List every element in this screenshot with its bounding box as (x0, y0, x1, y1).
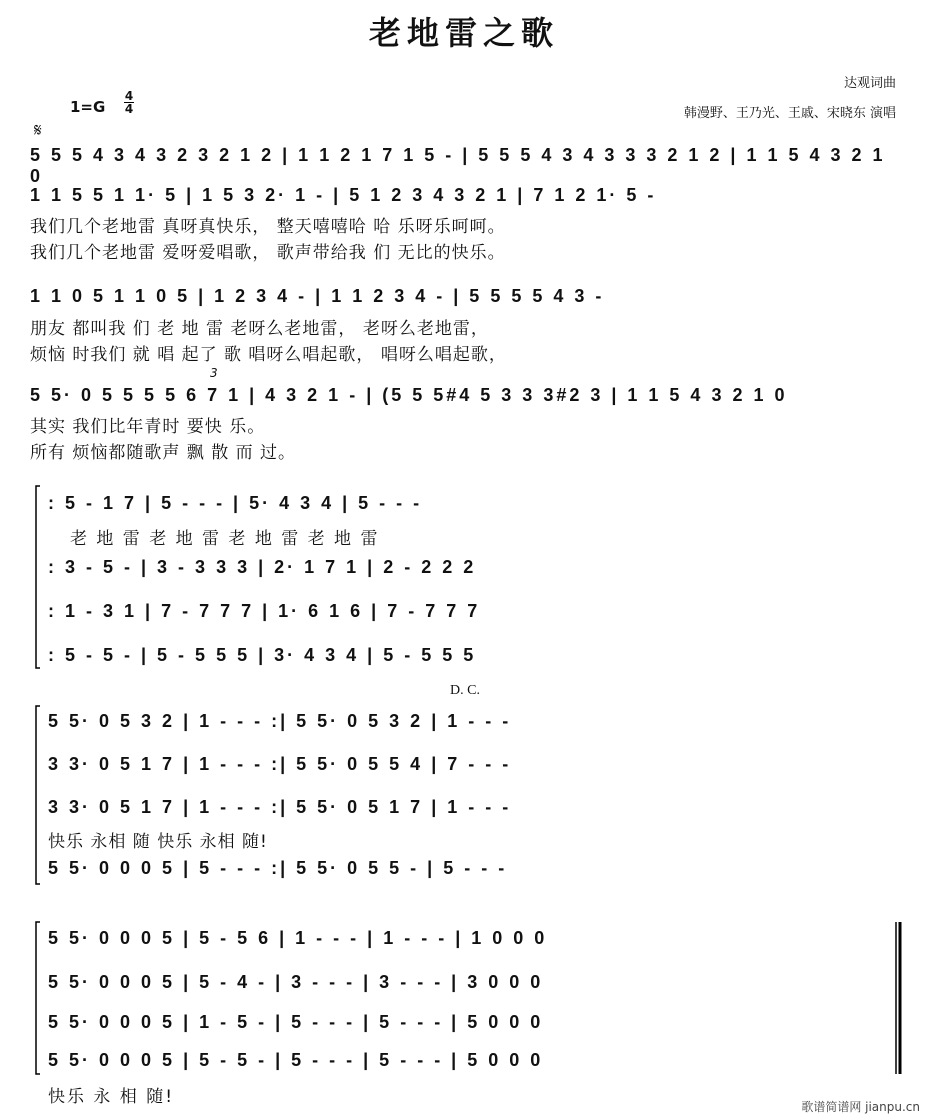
chorus1-bracket (36, 486, 40, 668)
time-signature-top: 4 (124, 89, 134, 103)
system3-lyrics-verse1: 其实 我们比年青时 要快 乐。 (30, 417, 266, 437)
system1-melody: 1 1 5 5 1 1· 5 | 1 5 3 2· 1 - | 5 1 2 3 4 3 2 1 | 7 1 2 1· 5 - (30, 185, 657, 205)
chorus1-voice4: : 5 - 5 - | 5 - 5 5 5 | 3· 4 3 4 | 5 - 5 5 5 (48, 645, 477, 665)
system2-lyrics-verse2: 烦恼 时我们 就 唱 起了 歌 唱呀么唱起歌， 唱呀么唱起歌， (30, 345, 507, 365)
chorus2-voice2: 3 3· 0 5 1 7 | 1 - - - :| 5 5· 0 5 5 4 | 7 - - - (48, 754, 512, 774)
key-signature: 1=G (70, 98, 106, 116)
system3-melody: 5 5· 0 5 5 5 5 6 7 1 | 4 3 2 1 - | (5 5 5#4 5 3 3 3#2 3 | 1 1 5 4 3 2 1 0 (30, 385, 788, 405)
system1-lyrics-verse1: 我们几个老地雷 真呀真快乐， 整天嘻嘻哈 哈 乐呀乐呵呵。 (30, 217, 506, 237)
chorus2-voice1: 5 5· 0 5 3 2 | 1 - - - :| 5 5· 0 5 3 2 | 1 - - - (48, 711, 512, 731)
performers-credit: 韩漫野、王乃光、王戚、宋晓东 演唱 (683, 106, 896, 121)
da-capo-mark: D. C. (450, 683, 480, 698)
system3-lyrics-verse2: 所有 烦恼都随歌声 飘 散 而 过。 (30, 443, 297, 463)
chorus2-voice3: 3 3· 0 5 1 7 | 1 - - - :| 5 5· 0 5 1 7 | 1 - - - (48, 797, 512, 817)
chorus1-voice1: : 5 - 1 7 | 5 - - - | 5· 4 3 4 | 5 - - - (48, 493, 423, 513)
song-title: 老地雷之歌 (368, 14, 559, 52)
chorus3-voice2: 5 5· 0 0 0 5 | 5 - 4 - | 3 - - - | 3 - - - | 3 0 0 0 (48, 972, 544, 992)
composer-credit: 达观词曲 (843, 76, 896, 91)
chorus1-lyrics: 老 地 雷 老 地 雷 老 地 雷 老 地 雷 (70, 529, 380, 549)
chorus1-voice3: : 1 - 3 1 | 7 - 7 7 7 | 1· 6 1 6 | 7 - 7 7 7 (48, 601, 481, 621)
chorus3-bracket (36, 922, 40, 1074)
time-signature-bottom: 4 (124, 102, 134, 116)
chorus2-bracket (36, 706, 40, 884)
site-watermark: 歌谱简谱网 jianpu.cn (801, 1100, 920, 1114)
segno-sign: 𝄋 (34, 120, 42, 141)
chorus2-voice4: 5 5· 0 0 0 5 | 5 - - - :| 5 5· 0 5 5 - | 5 - - - (48, 858, 508, 878)
triplet-mark: 3 (210, 366, 218, 380)
chorus3-voice1: 5 5· 0 0 0 5 | 5 - 5 6 | 1 - - - | 1 - - - | 1 0 0 0 (48, 928, 548, 948)
chorus3-voice3: 5 5· 0 0 0 5 | 1 - 5 - | 5 - - - | 5 - - - | 5 0 0 0 (48, 1012, 544, 1032)
time-signature (124, 90, 134, 115)
chorus2-lyrics: 快乐 永相 随 快乐 永相 随! (48, 832, 268, 852)
system2-lyrics-verse1: 朋友 都叫我 们 老 地 雷 老呀么老地雷， 老呀么老地雷， (30, 319, 489, 339)
chorus3-voice4: 5 5· 0 0 0 5 | 5 - 5 - | 5 - - - | 5 - - - | 5 0 0 0 (48, 1050, 544, 1070)
chorus1-voice2: : 3 - 5 - | 3 - 3 3 3 | 2· 1 7 1 | 2 - 2 2 2 (48, 557, 477, 577)
system2-melody: 1 1 0 5 1 1 0 5 | 1 2 3 4 - | 1 1 2 3 4 - | 5 5 5 5 4 3 - (30, 286, 605, 306)
system1-intro: 5 5 5 4 3 4 3 2 3 2 1 2 | 1 1 2 1 7 1 5 - | 5 5 5 4 3 4 3 3 3 2 1 2 | 1 1 5 4 3 2 1 0 (30, 145, 886, 186)
chorus3-lyrics: 快乐 永 相 随! (48, 1087, 175, 1107)
system1-lyrics-verse2: 我们几个老地雷 爱呀爱唱歌， 歌声带给我 们 无比的快乐。 (30, 243, 506, 263)
